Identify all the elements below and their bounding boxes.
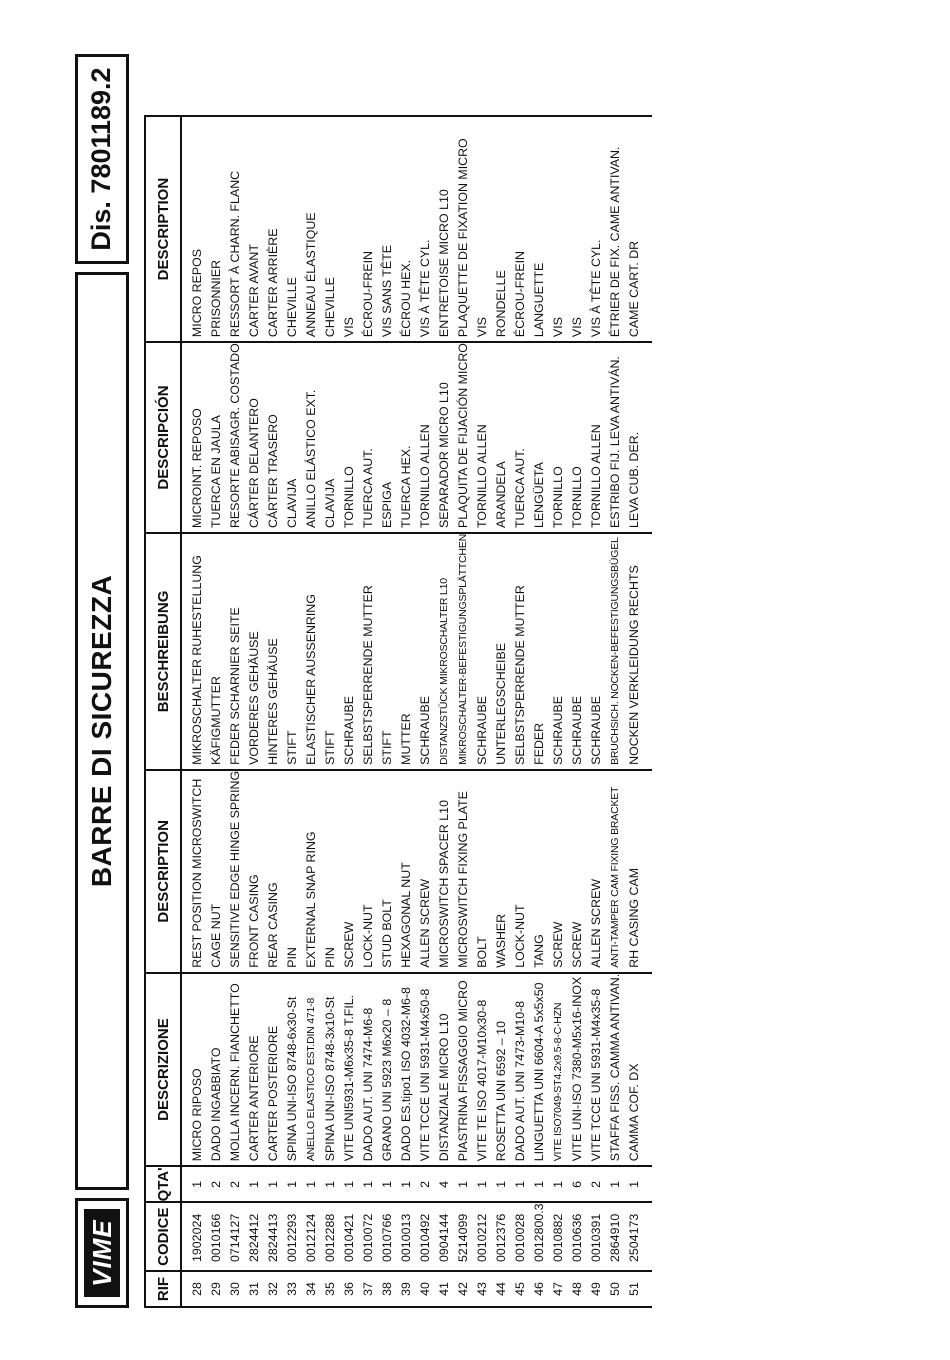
cell-descrizione: MICRO RIPOSO	[181, 973, 207, 1167]
cell-codice: 0010212	[473, 1202, 492, 1271]
page-title: BARRE DI SICUREZZA	[86, 574, 117, 888]
cell-descrizione: CARTER ANTERIORE	[245, 973, 264, 1167]
cell-description-en: PIN	[283, 770, 302, 973]
table-row	[568, 116, 587, 1307]
cell-rif: 50	[606, 1271, 625, 1307]
cell-descripcion: LEVA CUB. DER.	[625, 342, 652, 533]
column-header-rif: RIF	[145, 1271, 181, 1307]
cell-descrizione: SPINA UNI-ISO 8748-3x10-St	[321, 973, 340, 1167]
cell-description-en: MICROSWITCH FIXING PLATE	[454, 770, 473, 973]
column-header-descripcion: DESCRIPCIÓN	[145, 342, 181, 533]
cell-rif: 35	[321, 1271, 340, 1307]
cell-rif: 41	[435, 1271, 454, 1307]
cell-description-en: TANG	[530, 770, 549, 973]
cell-codice: 0904144	[435, 1202, 454, 1271]
drawing-number: Dis. 7801189.2	[86, 67, 116, 251]
cell-codice: 0012800.3	[530, 1202, 549, 1271]
cell-codice: 0012293	[283, 1202, 302, 1271]
cell-description-fr: VIS	[340, 116, 359, 342]
cell-rif: 45	[511, 1271, 530, 1307]
cell-description-en: HEXAGONAL NUT	[397, 770, 416, 973]
cell-beschreibung: MIKROSCHALTER-BEFESTIGUNGSPLÄTTCHEN	[454, 533, 473, 770]
cell-description-en: CAGE NUT	[207, 770, 226, 973]
table-row	[492, 116, 511, 1307]
cell-description-fr: ENTRETOISE MICRO L10	[435, 116, 454, 342]
cell-qta: 1	[397, 1166, 416, 1202]
table-row	[435, 116, 454, 1307]
cell-beschreibung: SCHRAUBE	[416, 533, 435, 770]
parts-table	[144, 115, 652, 1308]
cell-qta: 1	[549, 1166, 568, 1202]
cell-qta: 1	[245, 1166, 264, 1202]
cell-descripcion: TORNILLO	[568, 342, 587, 533]
cell-description-fr: PLAQUETTE DE FIXATION MICRO	[454, 116, 473, 342]
cell-rif: 36	[340, 1271, 359, 1307]
cell-rif: 30	[226, 1271, 245, 1307]
cell-beschreibung: DISTANZSTÜCK MIKROSCHALTER L10	[435, 533, 454, 770]
cell-descripcion: PLAQUITA DE FIJACIÓN MICRO	[454, 342, 473, 533]
cell-descrizione: DADO AUT. UNI 7473-M10-8	[511, 973, 530, 1167]
cell-description-en: REST POSITION MICROSWITCH	[181, 770, 207, 973]
table-row	[473, 116, 492, 1307]
cell-description-fr: VIS À TÊTE CYL.	[416, 116, 435, 342]
cell-beschreibung: SELBSTSPERRENDE MUTTER	[359, 533, 378, 770]
cell-descripcion: ESPIGA	[378, 342, 397, 533]
cell-codice: 0010166	[207, 1202, 226, 1271]
table-row	[283, 116, 302, 1307]
table-row	[397, 116, 416, 1307]
cell-description-fr: RESSORT À CHARN. FLANC	[226, 116, 245, 342]
cell-rif: 31	[245, 1271, 264, 1307]
cell-description-en: STUD BOLT	[378, 770, 397, 973]
cell-qta: 4	[435, 1166, 454, 1202]
table-row	[625, 116, 652, 1307]
cell-descripcion: TUERCA EN JAULA	[207, 342, 226, 533]
cell-qta: 1	[492, 1166, 511, 1202]
cell-qta: 1	[454, 1166, 473, 1202]
cell-qta: 1	[302, 1166, 321, 1202]
cell-codice: 0010492	[416, 1202, 435, 1271]
cell-description-fr: ANNEAU ÉLASTIQUE	[302, 116, 321, 342]
column-header-description-fr: DESCRIPTION	[145, 116, 181, 342]
cell-description-en: RH CASING CAM	[625, 770, 652, 973]
cell-description-fr: CAME CART. DR	[625, 116, 652, 342]
cell-codice: 0010028	[511, 1202, 530, 1271]
cell-rif: 39	[397, 1271, 416, 1307]
cell-beschreibung: STIFT	[378, 533, 397, 770]
cell-beschreibung: SCHRAUBE	[587, 533, 606, 770]
cell-beschreibung: SELBSTSPERRENDE MUTTER	[511, 533, 530, 770]
cell-rif: 40	[416, 1271, 435, 1307]
cell-descrizione: ROSETTA UNI 6592 – 10	[492, 973, 511, 1167]
cell-description-en: BOLT	[473, 770, 492, 973]
cell-description-en: LOCK-NUT	[511, 770, 530, 973]
cell-descripcion: TORNILLO ALLEN	[416, 342, 435, 533]
cell-rif: 29	[207, 1271, 226, 1307]
column-header-codice: CODICE	[145, 1202, 181, 1271]
cell-description-fr: ÉCROU-FREIN	[359, 116, 378, 342]
cell-codice: 0010391	[587, 1202, 606, 1271]
table-row	[530, 116, 549, 1307]
cell-descrizione: VITE TCCE UNI 5931-M4x35-8	[587, 973, 606, 1167]
table-row	[302, 116, 321, 1307]
cell-descripcion: MICROINT. REPOSO	[181, 342, 207, 533]
cell-description-fr: RONDELLE	[492, 116, 511, 342]
cell-rif: 44	[492, 1271, 511, 1307]
cell-rif: 34	[302, 1271, 321, 1307]
cell-beschreibung: SCHRAUBE	[568, 533, 587, 770]
cell-rif: 46	[530, 1271, 549, 1307]
table-row	[416, 116, 435, 1307]
cell-beschreibung: BRUCHSICH. NOCKEN-BEFESTIGUNGSBÜGEL	[606, 533, 625, 770]
cell-description-fr: CHEVILLE	[283, 116, 302, 342]
cell-description-en: MICROSWITCH SPACER L10	[435, 770, 454, 973]
column-header-descrizione: DESCRIZIONE	[145, 973, 181, 1167]
table-row	[511, 116, 530, 1307]
cell-description-en: REAR CASING	[264, 770, 283, 973]
cell-descripcion: TORNILLO ALLEN	[587, 342, 606, 533]
cell-rif: 32	[264, 1271, 283, 1307]
cell-qta: 1	[359, 1166, 378, 1202]
cell-codice: 0010013	[397, 1202, 416, 1271]
cell-descrizione: VITE TE ISO 4017-M10x30-8	[473, 973, 492, 1167]
cell-descripcion: TORNILLO ALLEN	[473, 342, 492, 533]
cell-descrizione: DISTANZIALE MICRO L10	[435, 973, 454, 1167]
logo-box	[75, 1198, 129, 1308]
column-header-beschreibung: BESCHREIBUNG	[145, 533, 181, 770]
cell-qta: 2	[207, 1166, 226, 1202]
cell-descrizione: LINGUETTA UNI 6604-A 5x5x50	[530, 973, 549, 1167]
cell-description-fr: VIS	[568, 116, 587, 342]
cell-codice: 0012376	[492, 1202, 511, 1271]
cell-codice: 5214099	[454, 1202, 473, 1271]
cell-codice: 0012288	[321, 1202, 340, 1271]
cell-description-en: ALLEN SCREW	[416, 770, 435, 973]
cell-description-fr: MICRO REPOS	[181, 116, 207, 342]
cell-description-fr: LANGUETTE	[530, 116, 549, 342]
cell-descripcion: TUERCA AUT.	[511, 342, 530, 533]
cell-codice: 0010636	[568, 1202, 587, 1271]
cell-beschreibung: SCHRAUBE	[549, 533, 568, 770]
cell-description-fr: CARTER ARRIÈRE	[264, 116, 283, 342]
cell-descrizione: MOLLA INCERN. FIANCHETTO	[226, 973, 245, 1167]
cell-beschreibung: MIKROSCHALTER RUHESTELLUNG	[181, 533, 207, 770]
cell-qta: 1	[606, 1166, 625, 1202]
cell-descripcion: CÁRTER TRASERO	[264, 342, 283, 533]
column-header-qta: QTA'	[145, 1166, 181, 1202]
table-header-row	[145, 116, 181, 1307]
cell-description-en: ANTI-TAMPER CAM FIXING BRACKET	[606, 770, 625, 973]
cell-descripcion: LENGÜETA	[530, 342, 549, 533]
cell-descripcion: TORNILLO	[340, 342, 359, 533]
cell-beschreibung: KÄFIGMUTTER	[207, 533, 226, 770]
cell-codice: 1902024	[181, 1202, 207, 1271]
cell-qta: 2	[587, 1166, 606, 1202]
cell-qta: 1	[378, 1166, 397, 1202]
cell-descrizione: DADO AUT. UNI 7474-M6-8	[359, 973, 378, 1167]
cell-qta: 1	[625, 1166, 652, 1202]
cell-beschreibung: ELASTISCHER AUSSENRING	[302, 533, 321, 770]
table-row	[549, 116, 568, 1307]
cell-descrizione: STAFFA FISS. CAMMA ANTIVAN.	[606, 973, 625, 1167]
cell-description-fr: CARTER AVANT	[245, 116, 264, 342]
cell-rif: 43	[473, 1271, 492, 1307]
cell-qta: 1	[511, 1166, 530, 1202]
cell-descripcion: ARANDELA	[492, 342, 511, 533]
title-box	[75, 272, 129, 1190]
cell-rif: 33	[283, 1271, 302, 1307]
table-row	[378, 116, 397, 1307]
cell-description-fr: VIS À TÊTE CYL.	[587, 116, 606, 342]
cell-rif: 49	[587, 1271, 606, 1307]
table-row	[321, 116, 340, 1307]
cell-description-en: LOCK-NUT	[359, 770, 378, 973]
cell-description-en: ALLEN SCREW	[587, 770, 606, 973]
cell-descripcion: ESTRIBO FIJ. LEVA ANTIVÁN.	[606, 342, 625, 533]
logo-text: VIME	[86, 1219, 117, 1287]
cell-codice: 0714127	[226, 1202, 245, 1271]
cell-descripcion: CLAVIJA	[321, 342, 340, 533]
cell-descripcion: SEPARADOR MICRO L10	[435, 342, 454, 533]
table-row	[587, 116, 606, 1307]
cell-descrizione: DADO ES.tipo1 ISO 4032-M6-8	[397, 973, 416, 1167]
cell-beschreibung: FEDER	[530, 533, 549, 770]
cell-descripcion: RESORTE ABISAGR. COSTADO	[226, 342, 245, 533]
table-row	[181, 116, 207, 1307]
cell-qta: 1	[283, 1166, 302, 1202]
cell-qta: 1	[181, 1166, 207, 1202]
cell-descrizione: SPINA UNI-ISO 8748-6x30-St	[283, 973, 302, 1167]
cell-descripcion: TUERCA AUT.	[359, 342, 378, 533]
table-row	[226, 116, 245, 1307]
cell-beschreibung: STIFT	[283, 533, 302, 770]
cell-beschreibung: SCHRAUBE	[473, 533, 492, 770]
cell-rif: 42	[454, 1271, 473, 1307]
cell-descripcion: TORNILLO	[549, 342, 568, 533]
cell-description-fr: ÉCROU HEX.	[397, 116, 416, 342]
cell-descrizione: CARTER POSTERIORE	[264, 973, 283, 1167]
cell-descrizione: VITE UNI5931-M6x35-8 T.FIL.	[340, 973, 359, 1167]
cell-codice: 0010072	[359, 1202, 378, 1271]
cell-descrizione: ANELLO ELASTICO EST.DIN 471-8	[302, 973, 321, 1167]
cell-description-fr: CHEVILLE	[321, 116, 340, 342]
cell-qta: 6	[568, 1166, 587, 1202]
cell-codice: 2864910	[606, 1202, 625, 1271]
cell-description-en: FRONT CASING	[245, 770, 264, 973]
cell-rif: 48	[568, 1271, 587, 1307]
cell-description-en: WASHER	[492, 770, 511, 973]
cell-descripcion: CÁRTER DELANTERO	[245, 342, 264, 533]
cell-description-en: PIN	[321, 770, 340, 973]
table-row	[340, 116, 359, 1307]
cell-description-fr: VIS SANS TÊTE	[378, 116, 397, 342]
cell-descripcion: CLAVIJA	[283, 342, 302, 533]
cell-description-fr: VIS	[473, 116, 492, 342]
cell-qta: 1	[264, 1166, 283, 1202]
cell-qta: 1	[530, 1166, 549, 1202]
table-row	[359, 116, 378, 1307]
cell-description-fr: PRISONNIER	[207, 116, 226, 342]
table-body	[181, 116, 652, 1307]
cell-descrizione: VITE UNI-ISO 7380-M5x16-INOX	[568, 973, 587, 1167]
cell-rif: 51	[625, 1271, 652, 1307]
cell-beschreibung: MUTTER	[397, 533, 416, 770]
table-row	[264, 116, 283, 1307]
cell-beschreibung: NOCKEN VERKLEIDUNG RECHTS	[625, 533, 652, 770]
cell-description-en: SCREW	[549, 770, 568, 973]
cell-description-en: SCREW	[340, 770, 359, 973]
table-row	[245, 116, 264, 1307]
table-row	[606, 116, 625, 1307]
cell-description-en: SCREW	[568, 770, 587, 973]
cell-codice: 2824412	[245, 1202, 264, 1271]
cell-beschreibung: FEDER SCHARNIER SEITE	[226, 533, 245, 770]
cell-codice: 2504173	[625, 1202, 652, 1271]
cell-codice: 0010766	[378, 1202, 397, 1271]
cell-descripcion: TUERCA HEX.	[397, 342, 416, 533]
cell-beschreibung: SCHRAUBE	[340, 533, 359, 770]
cell-qta: 1	[473, 1166, 492, 1202]
cell-descrizione: PIASTRINA FISSAGGIO MICRO	[454, 973, 473, 1167]
table-row	[454, 116, 473, 1307]
cell-descrizione: DADO INGABBIATO	[207, 973, 226, 1167]
table-row	[207, 116, 226, 1307]
company-logo	[84, 1209, 120, 1297]
cell-qta: 2	[226, 1166, 245, 1202]
cell-beschreibung: UNTERLEGSCHEIBE	[492, 533, 511, 770]
cell-rif: 37	[359, 1271, 378, 1307]
cell-rif: 47	[549, 1271, 568, 1307]
cell-descrizione: GRANO UNI 5923 M6x20 – 8	[378, 973, 397, 1167]
cell-description-en: EXTERNAL SNAP RING	[302, 770, 321, 973]
column-header-description-en: DESCRIPTION	[145, 770, 181, 973]
cell-description-fr: ÉTRIER DE FIX. CAME ANTIVAN.	[606, 116, 625, 342]
cell-descrizione: VITE TCCE UNI 5931-M4x50-8	[416, 973, 435, 1167]
cell-descrizione: CAMMA COF. DX	[625, 973, 652, 1167]
cell-descrizione: VITE ISO7049-ST4.2x9.5-8-C-HZN	[549, 973, 568, 1167]
cell-qta: 1	[340, 1166, 359, 1202]
cell-codice: 0010421	[340, 1202, 359, 1271]
cell-description-en: SENSITIVE EDGE HINGE SPRING	[226, 770, 245, 973]
cell-rif: 38	[378, 1271, 397, 1307]
cell-codice: 2824413	[264, 1202, 283, 1271]
cell-qta: 1	[321, 1166, 340, 1202]
cell-codice: 0010882	[549, 1202, 568, 1271]
cell-rif: 28	[181, 1271, 207, 1307]
cell-beschreibung: HINTERES GEHÄUSE	[264, 533, 283, 770]
cell-description-fr: VIS	[549, 116, 568, 342]
cell-beschreibung: VORDERES GEHÄUSE	[245, 533, 264, 770]
cell-beschreibung: STIFT	[321, 533, 340, 770]
cell-description-fr: ÉCROU-FREIN	[511, 116, 530, 342]
cell-codice: 0012124	[302, 1202, 321, 1271]
drawing-number-box	[75, 54, 129, 264]
cell-descripcion: ANILLO ELÁSTICO EXT.	[302, 342, 321, 533]
cell-qta: 2	[416, 1166, 435, 1202]
